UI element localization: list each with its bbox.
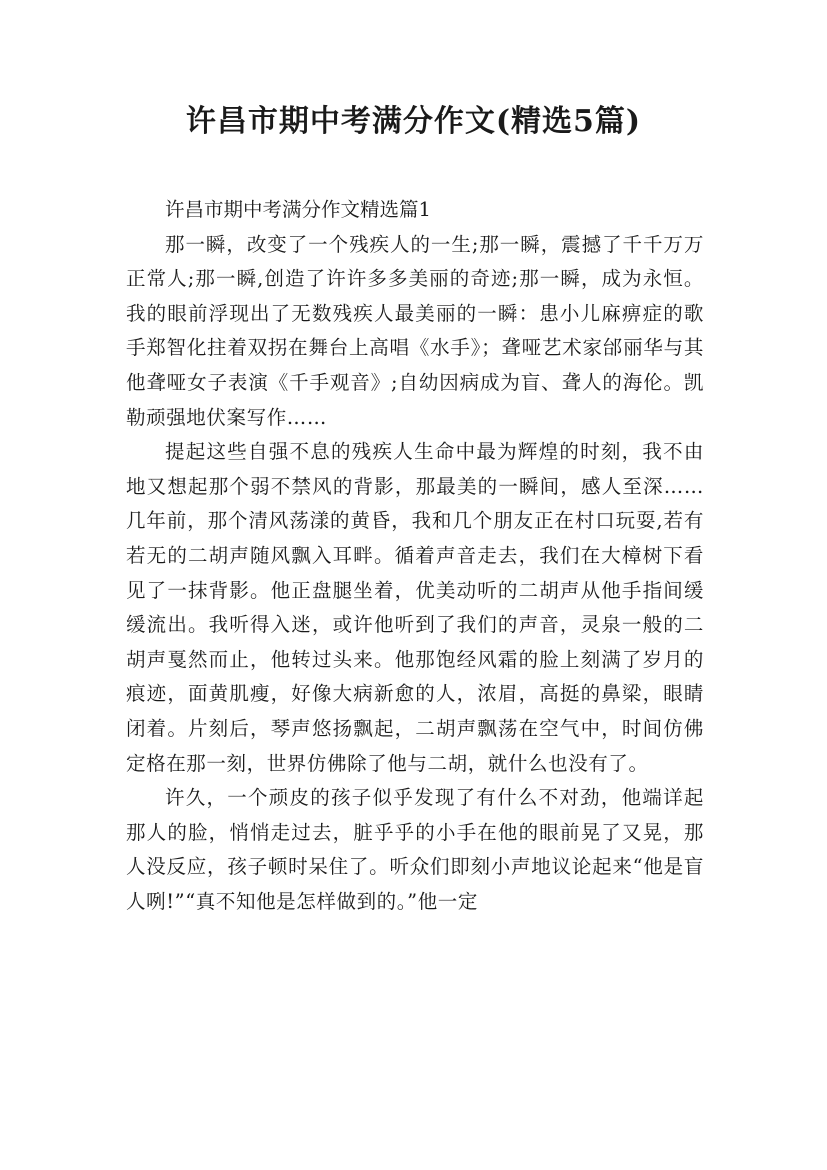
paragraph: 许久，一个顽皮的孩子似乎发现了有什么不对劲，他端详起那人的脸，悄悄走过去，脏乎乎的小手在他的眼前晃了又晃，那人没反应，孩子顿时呆住了。听众们即刻小声地议论起来“他是盲人咧!”“真不知他是怎样做到的。”他一定	[126, 786, 704, 913]
paragraph: 提起这些自强不息的残疾人生命中最为辉煌的时刻，我不由地又想起那个弱不禁风的背影，那最美的一瞬间，感人至深……几年前，那个清风荡漾的黄昏，我和几个朋友正在村口玩耍,若有若无的二胡声随风飘入耳畔。循着声音走去，我们在大樟树下看见了一抹背影。他正盘腿坐着，优美动听的二胡声从他手指间缓缓流出。我听得入迷，或许他听到了我们的声音，灵泉一般的二胡声戛然而止，他转过头来。他那饱经风霜的脸上刻满了岁月的痕迹，面黄肌瘦，好像大病新愈的人，浓眉，高挺的鼻梁，眼睛闭着。片刻后，琴声悠扬飘起，二胡声飘荡在空气中，时间仿佛定格在那一刻，世界仿佛除了他与二胡，就什么也没有了。	[126, 440, 704, 775]
document-body	[126, 193, 704, 919]
paragraph: 那一瞬，改变了一个残疾人的一生;那一瞬，震撼了千千万万正常人;那一瞬,创造了许许多多美丽的奇迹;那一瞬，成为永恒。我的眼前浮现出了无数残疾人最美丽的一瞬：患小儿麻痹症的歌手郑智化拄着双拐在舞台上高唱《水手》；聋哑艺术家邰丽华与其他聋哑女子表演《千手观音》;自幼因病成为盲、聋人的海伦。凯勒顽强地伏案写作……	[126, 232, 704, 429]
document-title: 许昌市期中考满分作文(精选5篇)	[185, 104, 642, 139]
section-heading: 许昌市期中考满分作文精选篇1	[165, 198, 431, 221]
